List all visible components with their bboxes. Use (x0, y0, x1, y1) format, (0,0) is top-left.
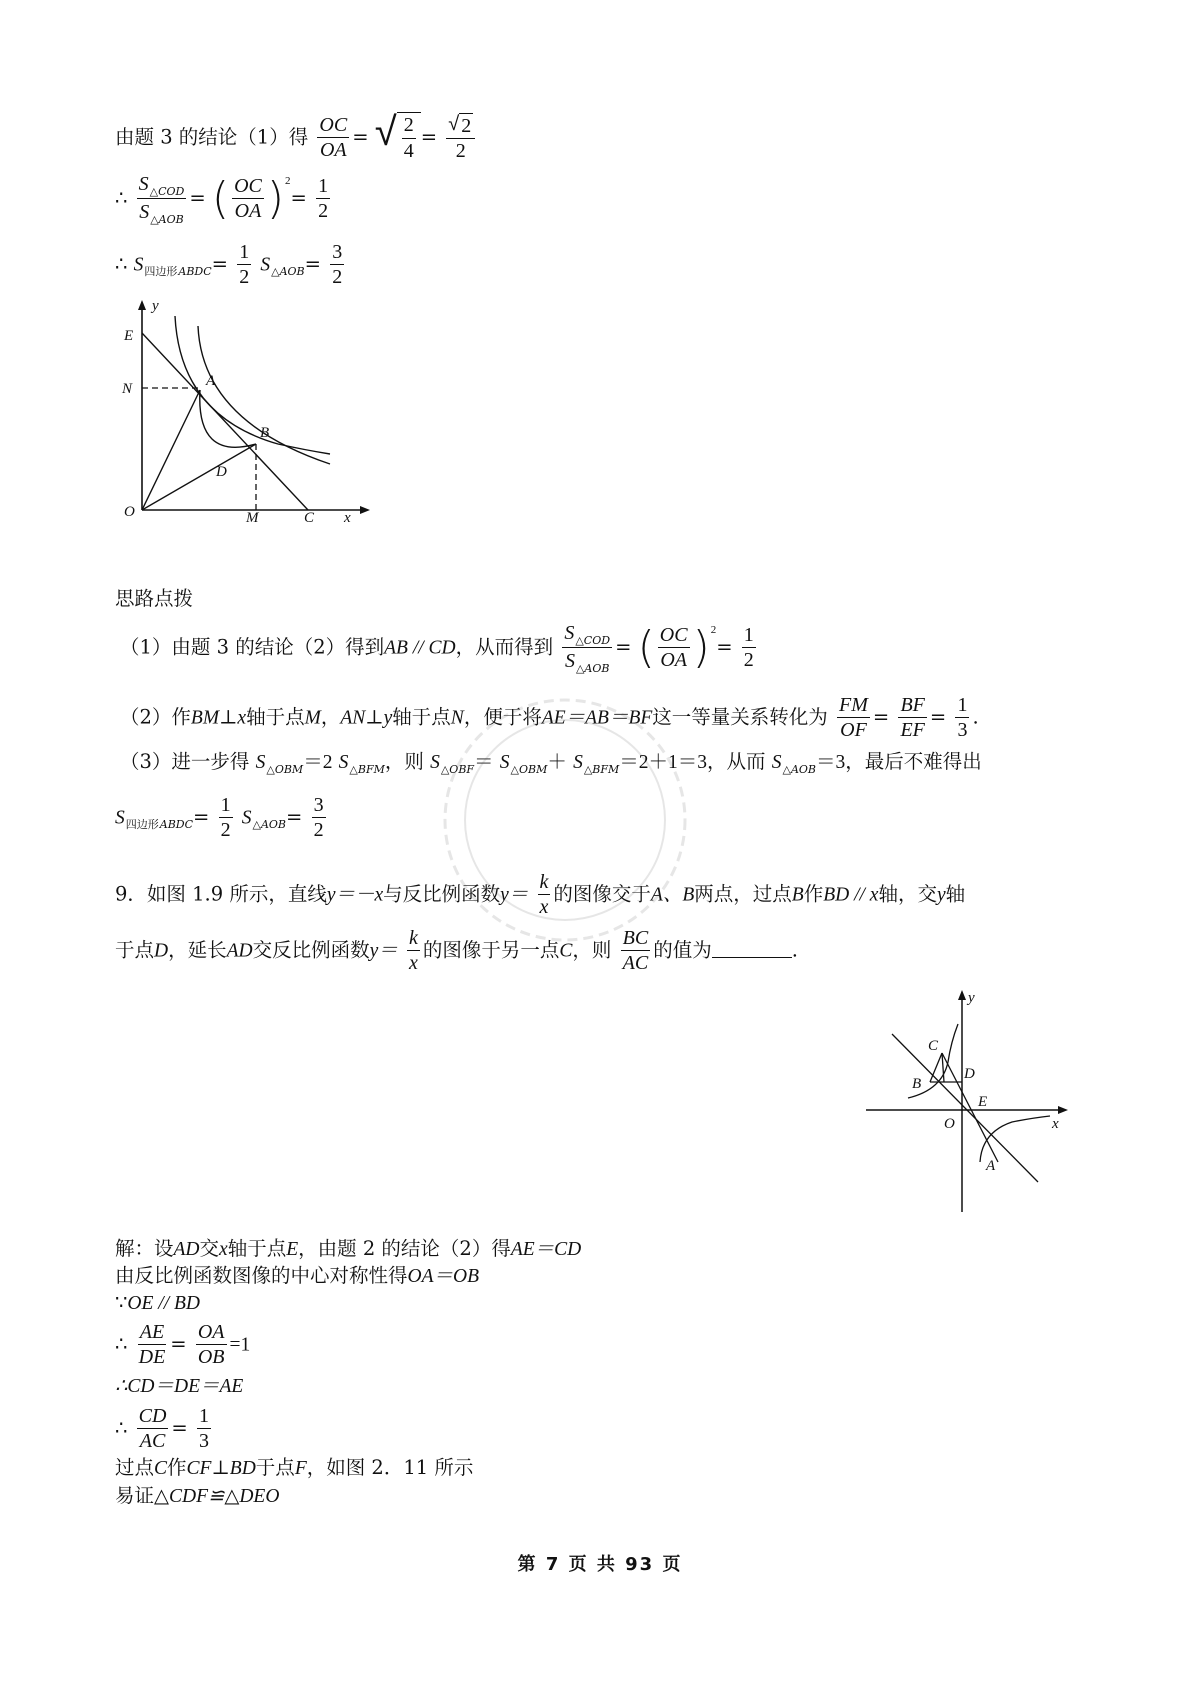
line-y-neg-x (892, 1034, 1038, 1182)
curve-d (200, 390, 256, 447)
y-arrow (138, 300, 146, 310)
label-e: E (978, 1094, 988, 1110)
axis-y-arrow (958, 990, 966, 1000)
sqrt-2-4: √ $\frac{2}{4}$ (375, 112, 421, 163)
label-a: A (986, 1158, 996, 1174)
hint-3: （3）进一步得 $S_{\triangle OBM}=2$ $S_{\triangle BFM}$，则 $S_{\triangle OBF}= S_{\triangle OBM}+ S_{\triangle BFM}=2+1=3$，从而 $S_{\triangle AOB}=3$，最后不难得出 (120, 750, 982, 776)
line-area-ratio: ∴ $\frac{S_{\triangle COD}}{S_{\triangle AOB}}$ = ( $\frac{OC}{OA}$ )$^2$= $\frac{1}{2}$ (115, 172, 329, 227)
frac-sqrt2-2: √ 2 2 (446, 112, 475, 164)
frac-oc-oa: $\frac{OC}{OA}$ (319, 113, 348, 162)
hint-3-cont: $S_{四边形ABDC}=$ $\frac{1}{2}$ $S_{\triangle AOB}=$ $\frac{3}{2}$ (115, 794, 324, 842)
label-a: A (206, 373, 216, 389)
label-o: O (124, 504, 135, 520)
label-b: B (260, 425, 270, 441)
solution-2: 由反比例函数图像的中心对称性得OA＝OB (115, 1264, 480, 1287)
line-ob (142, 444, 256, 510)
answer-blank (712, 939, 792, 958)
line-ec (142, 333, 308, 510)
label-d: D (216, 464, 227, 480)
label-m: M (246, 510, 259, 526)
figure-2 (862, 986, 1072, 1220)
question-9-line2: 于点D，延长AD交反比例函数y＝ $\frac{k}{x}$ 的图像于另一点C，则 $\frac{BC}{AC}$ 的值为 . (115, 927, 798, 975)
solution-7: 过点C作CF⊥BD于点F，如图 2．11 所示 (115, 1456, 474, 1479)
label-n: N (122, 381, 133, 397)
label-d: D (964, 1066, 975, 1082)
solution-3: ∵OE // BD (115, 1291, 200, 1314)
label-x: x (344, 510, 351, 526)
watermark-stamp (435, 690, 695, 950)
hyperbola-right (980, 1116, 1050, 1162)
label-c: C (928, 1038, 939, 1054)
figure-1-svg (120, 296, 380, 526)
line-quad-area: ∴ $S_{四边形ABDC}=$ $\frac{1}{2}$ $S_{\triangle AOB}=$ $\frac{3}{2}$ (115, 241, 343, 289)
figure-2-svg (862, 986, 1072, 1216)
hint-1: （1）由题 3 的结论（2）得到AB // CD，从而得到 $\frac{S_{\triangle COD}}{S_{\triangle AOB}}$ = ( $\frac{OC}{OA}$ )$^2$= $\frac{1}{2}$ (120, 621, 754, 676)
hint-title: 思路点拨 (115, 587, 194, 610)
solution-5: ∴CD＝DE＝AE (115, 1376, 244, 1397)
x-arrow (360, 506, 370, 514)
label-b: B (912, 1076, 922, 1092)
label-o: O (944, 1116, 955, 1132)
solution-4: ∴ $\frac{AE}{DE}$ = $\frac{OA}{OB}$ =1 (115, 1321, 251, 1369)
figure-1 (120, 296, 380, 530)
hint-2: （2）作BM⊥x轴于点M，AN⊥y轴于点N，便于将AE＝AB＝BF这一等量关系转化为 $\frac{FM}{OF}$ = $\frac{BF}{EF}$ = $\frac{1}{3}$ . (120, 694, 979, 742)
label-c: C (304, 510, 315, 526)
label-e: E (124, 328, 134, 344)
question-9-line1: 9．如图 1.9 所示，直线y＝－x与反比例函数y＝ $\frac{k}{x}$ 的图像交于A、B两点，过点B作BD // x轴，交y轴 (115, 871, 966, 919)
solution-6: ∴ $\frac{CD}{AC}$ = $\frac{1}{3}$ (115, 1405, 209, 1453)
solution-1: 解：设AD交x轴于点E，由题 2 的结论（2）得AE＝CD (115, 1237, 582, 1260)
label-y: y (152, 298, 159, 314)
solution-8: 易证△CDF≌△DEO (115, 1484, 280, 1507)
axis-x-arrow (1058, 1106, 1068, 1114)
line-oa (142, 390, 200, 510)
label-y: y (968, 990, 975, 1006)
page-footer: 第 7 页 共 93 页 (517, 1554, 683, 1575)
segment-bc (930, 1053, 942, 1082)
line-oc-oa: 由题 3 的结论（1）得 $\frac{OC}{OA}$ = √ $\frac{2}{4}$ = √ 2 2 (115, 112, 478, 164)
label-x: x (1052, 1116, 1059, 1132)
